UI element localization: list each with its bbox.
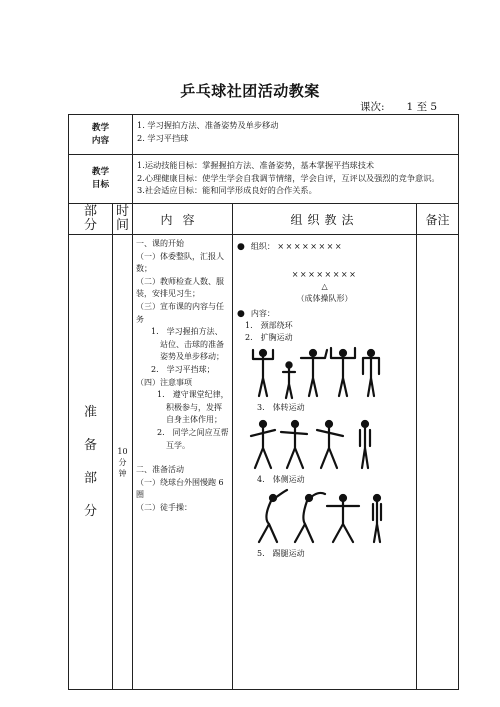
content-line: 1. 学习握拍方法、站位、击球的准备姿势及单步移动； (151, 327, 225, 362)
content-line: （三）宣布课的内容与任务 (136, 301, 225, 324)
group-label: 组织： (250, 242, 275, 251)
content-line: 1. 遵守课堂纪律，积极参与，发挥自身主体作用； (157, 390, 229, 425)
exercise-label: 3. 体转运动 (257, 403, 305, 412)
content-label: 内容： (250, 309, 275, 318)
formation-row: ×××××××× (291, 270, 358, 279)
exercise-label: 5. 踢腿运动 (257, 549, 305, 558)
lesson-count-value: 1 至 5 (406, 101, 438, 113)
list-item: 2.心理健康目标：使学生学会自我调节情绪，学会自评，互评以及强烈的竞争意识。 (137, 172, 440, 183)
side-bend-figures (247, 488, 397, 546)
header-time: 时 间 (113, 204, 133, 235)
chest-stretch-figures (247, 346, 397, 400)
list-item: 1. 学习握拍方法、准备姿势及单步移动 (137, 120, 279, 130)
teaching-goals-label: 教学 目标 (69, 155, 133, 204)
teaching-goals-row (69, 155, 459, 204)
content-cell (133, 235, 233, 690)
formation-row: ×××××××× (277, 242, 344, 251)
header-content: 内容 (133, 204, 233, 235)
header-part: 部 分 (69, 204, 113, 235)
list-item: 3.社会适应目标：能和同学形成良好的合作关系。 (137, 185, 317, 195)
exercise-label: 4. 体侧运动 (257, 475, 305, 484)
teaching-content-row (69, 115, 459, 155)
notes-cell (417, 235, 459, 690)
header-organization: 组织教法 (233, 204, 417, 235)
organization-cell (233, 235, 417, 690)
bullet-icon: ● (237, 242, 245, 252)
content-line: 2. 同学之间应互帮互学。 (157, 427, 229, 450)
content-line: （一）体委整队，汇报人数； (136, 251, 225, 274)
teaching-goals-list (133, 155, 459, 204)
page-title: 乒乓球社团活动教案 (180, 82, 320, 100)
formation-caption: （成体操队形） (296, 294, 353, 303)
teaching-content-label: 教学 内容 (69, 115, 133, 155)
content-line: （一）绕球台外围慢跑 6 圈 (136, 477, 224, 500)
teacher-mark: △ (321, 282, 328, 291)
content-line: 二、准备活动 (136, 465, 185, 475)
lesson-count (360, 99, 437, 114)
header-notes: 备注 (417, 204, 459, 235)
content-line: 一、课的开始 (136, 239, 185, 248)
preparation-section-row (69, 235, 459, 690)
content-line: 2. 学习平挡球； (151, 364, 215, 374)
teaching-content-list (133, 115, 459, 155)
lesson-plan-table (68, 114, 459, 690)
list-item: 2. 学习平挡球 (137, 132, 189, 143)
content-line: （二）教师检查人数、服装，安排见习生； (136, 276, 225, 299)
phase-label: 准 备 部 分 (69, 235, 113, 690)
bullet-icon: ● (237, 309, 245, 319)
body-twist-figures (247, 416, 397, 472)
column-header-row (69, 204, 459, 235)
content-line: （二）徒手操： (136, 502, 193, 512)
exercise-label: 1. 颈部绕环 (245, 321, 293, 330)
lesson-count-label: 课次: (360, 101, 385, 113)
duration: 10 分 钟 (113, 235, 133, 690)
exercise-label: 2. 扩胸运动 (245, 333, 293, 342)
list-item: 1.运动技能目标：掌握握拍方法、准备姿势，基本掌握平挡球技术 (137, 160, 375, 170)
content-line: （四）注意事项 (136, 377, 193, 387)
